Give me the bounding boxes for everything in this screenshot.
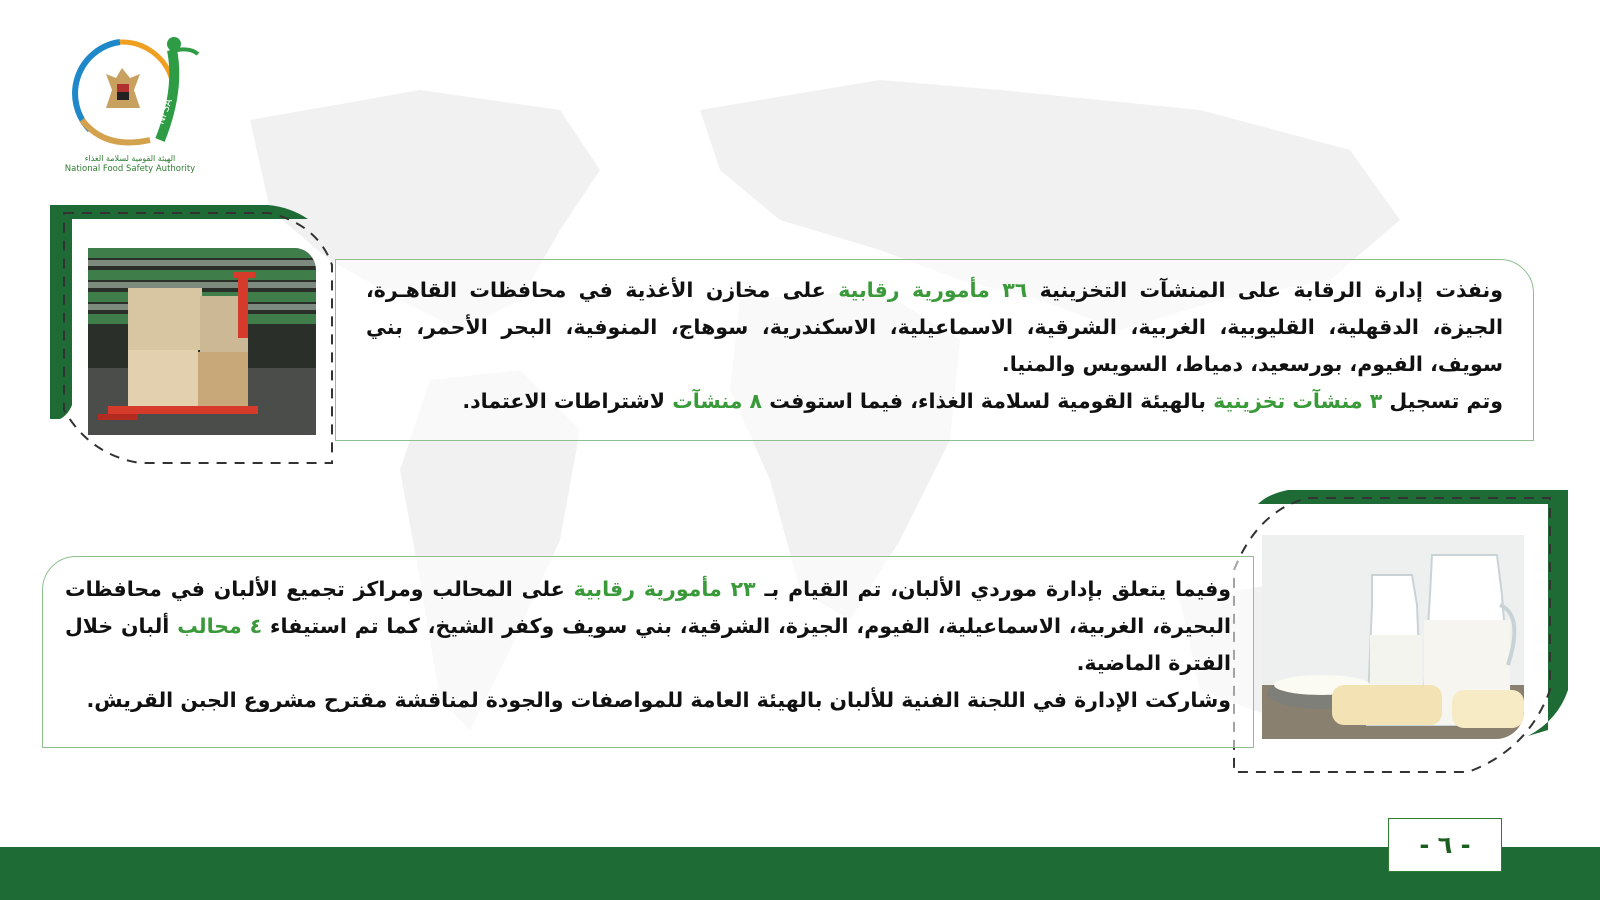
logo-arabic-name: الهيئة القومية لسلامة الغذاء [84, 154, 176, 163]
warehouse-photo [88, 248, 316, 435]
highlight-facilities-8: ٨ منشآت [672, 389, 763, 413]
milk-cheese-photo [1262, 535, 1524, 739]
highlight-storage-facilities-3: ٣ منشآت تخزينية [1213, 389, 1383, 413]
highlight-inspections-36: ٣٦ مأمورية رقابية [838, 278, 1028, 302]
section-2-paragraph-1: وفيما يتعلق بإدارة موردي الألبان، تم القيام بـ ٢٣ مأمورية رقابية على المحالب ومراكز تجميع الألبان في محافظات البحيرة، الغربية، الاسماعيلية، الفيوم، الجيزة، الشرقية، بني سويف وكفر الشيخ، كما تم استيفاء ٤ محالب ألبان خلال الفترة الماضية. [65, 577, 1232, 675]
section-2-text-panel [42, 556, 1254, 748]
highlight-inspections-23: ٢٣ مأمورية رقابية [573, 577, 756, 601]
footer-bar [0, 847, 1600, 900]
section-1-paragraph-2: وتم تسجيل ٣ منشآت تخزينية بالهيئة القومية لسلامة الغذاء، فيما استوفت ٨ منشآت لاشتراطات الاعتماد. [462, 389, 1503, 413]
section-1-paragraph-1: ونفذت إدارة الرقابة على المنشآت التخزينية ٣٦ مأمورية رقابية على مخازن الأغذية في محافظات القاهـرة، الجيزة، الدقهلية، القليوبية، الغربية، الشرقية، الاسماعيلية، الاسكندرية، سوهاج، المنوفية، البحر الأحمر، بني سويف، الفيوم، بورسعيد، دمياط، السويس والمنيا. [366, 278, 1503, 376]
section-2-paragraph-2: وشاركت الإدارة في اللجنة الفنية للألبان بالهيئة العامة للمواصفات والجودة لمناقشة مقترح مشروع الجبن القريش. [86, 688, 1231, 712]
svg-text:NFSA: NFSA [155, 97, 175, 127]
highlight-dairies-4: ٤ محالب [177, 614, 263, 638]
logo-english-name: National Food Safety Authority [64, 164, 196, 174]
section-1-text-panel [335, 259, 1534, 441]
page-number: - ٦ - [1388, 818, 1502, 872]
